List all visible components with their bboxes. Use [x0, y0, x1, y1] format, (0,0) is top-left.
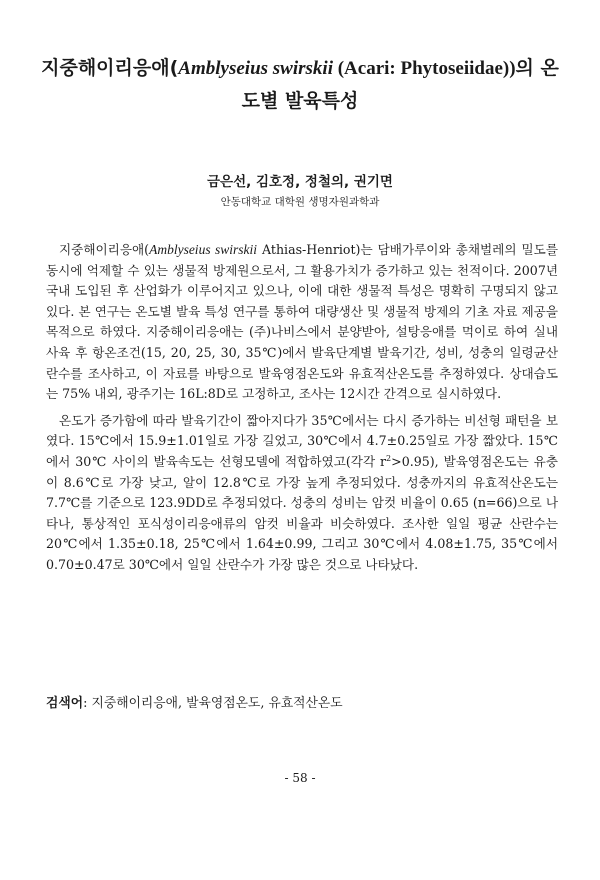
keywords — [46, 692, 558, 711]
abstract-p1-rest: Athias-Henriot)는 담배가루이와 총채벌레의 밀도를 동시에 억제할 수 있는 생물적 방제원으로서, 그 활용가치가 증가하고 있는 천적이다. 2007년 국내 도입된 후 산업화가 이루어지고 있으나, 이에 대한 생물적 특성은 명확히 구명되지 않고 있다. 본 연구는 온도별 발육 특성 연구를 통하여 대량생산 및 생물적 방제의 기초 자료 제공을 목적으로 하였다. 지중해이리응애는 (주)나비스에서 분양받아, 설탕응애를 먹이로 하여 실내 사육 후 항온조건(15, 20, 25, 30, 35℃)에서 발육단계별 발육기간, 성비, 성충의 일령균산란수를 조사하고, 이 자료를 바탕으로 발육영점온도와 유효적산온도를 추정하였다. 상대습도는 75% 내외, 광주기는 16L:8D로 고정하고, 조사는 12시간 간격으로 실시하였다. — [46, 242, 559, 402]
abstract-paragraph-1 — [46, 240, 558, 405]
title-korean-suffix: 의 온 — [515, 57, 559, 79]
abstract-p2-rest: >0.95), 발육영점온도는 유충이 8.6℃로 가장 낮고, 알이 12.8℃로 가장 높게 추정되었다. 성충까지의 유효적산온도는 7.7℃를 기준으로 123.9DD로 추정되었다. 성충의 성비는 암컷 비율이 0.65 (n=66)으로 나타나, 통상적인 포식성이리응애류의 암컷 비율과 비슷하였다. 조사한 일일 평균 산란수는 20℃에서 1.35±0.18, 25℃에서 1.64±0.99, 그리고 30℃에서 4.08±1.75, 35℃에서 0.70±0.47로 30℃에서 일일 산란수가 가장 많은 것으로 나타났다. — [46, 453, 558, 572]
author-list: 금은선, 김호정, 정철의, 권기면 — [207, 174, 393, 190]
abstract-paragraph-2 — [46, 411, 558, 576]
title-korean-prefix: 지중해이리응애( — [41, 57, 179, 79]
abstract-body — [46, 240, 558, 582]
keywords-separator: : — [83, 696, 92, 711]
keywords-label: 검색어 — [46, 696, 84, 711]
abstract-p2-start: 온도가 증가함에 따라 발육기간이 짧아지다가 35℃에서는 다시 증가하는 비선형 패턴을 보였다. 15℃에서 15.9±1.01일로 가장 길었고, 30℃에서 4.7±0.25일로 가장 짧았다. 15℃에서 30℃ 사이의 발육속도는 선형모델에 적합하였고(각각 r — [46, 412, 558, 469]
keywords-text: 지중해이리응애, 발육영점온도, 유효적산온도 — [91, 696, 343, 711]
title-taxon: (Acari: Phytoseiidae)) — [332, 58, 516, 79]
abstract-p1-start: 지중해이리응애( — [59, 242, 150, 257]
abstract-species-italic: Amblyseius swirskii — [149, 242, 257, 257]
r-squared-superscript: 2 — [386, 453, 392, 463]
paper-title — [40, 52, 560, 118]
title-species-italic: Amblyseius swirskii — [178, 58, 333, 79]
affiliation: 안동대학교 대학원 생명자원과학과 — [220, 196, 380, 208]
title-latin-name — [178, 58, 515, 79]
title-korean-line2: 도별 발육특성 — [241, 90, 359, 112]
page-number: - 58 - — [284, 771, 316, 785]
